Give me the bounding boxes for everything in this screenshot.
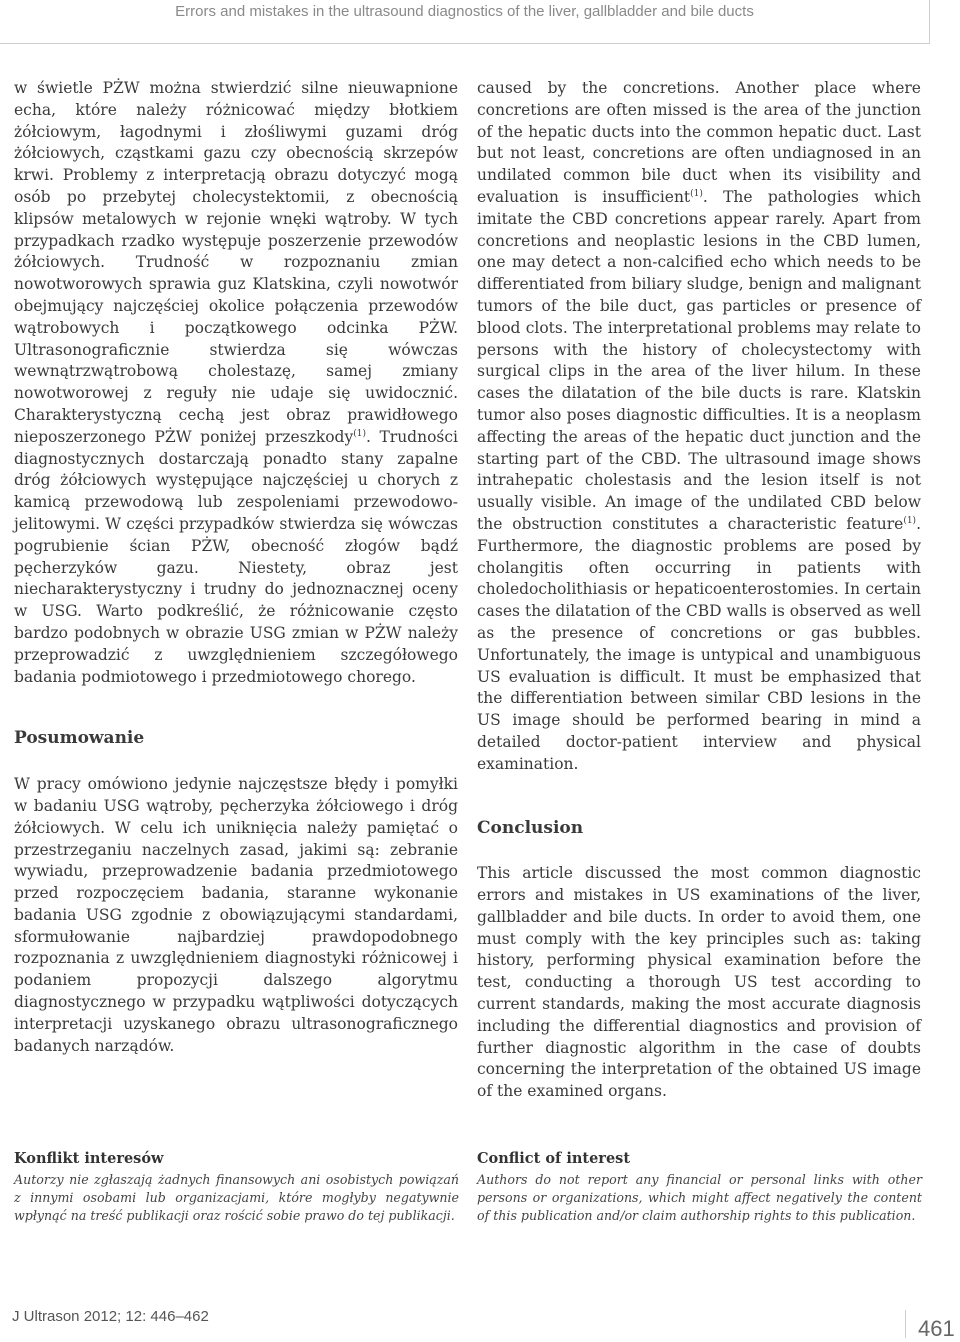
left-paragraph [14,78,458,688]
journal-reference: J Ultrason 2012; 12: 446–462 [12,1308,209,1325]
left-paragraph-text: w świetle PŻW można stwierdzić silne nieuwapnione echa, które należy różnicować między błotkiem żółciowym, łagodnymi i złośliwymi guzami dróg żółciowych, cząstkami gazu czy obecnością skrzepów krwi. Problemy z interpretacją obrazu dotyczyć mogą osób po przebytej cholecystektomii, z obecnością klipsów metalowych w rejonie wnęki wątroby. W tych przypadkach rzadko występuje poszerzenie przewodów żółciowych. Trudność w rozpoznaniu zmian nowotworowych sprawia guz Klatskina, czyli nowotwór obejmujący najczęściej okolice połączenia przewodów wątrobowych i początkowego odcinka PŻW. Ultrasonograficznie stwierdza się wówczas wewnątrzwątrobową cholestazę, samej zmiany nowotworowej z reguły nie udaje się uwidocznić. Charakterystyczną cechą jest obraz prawidłowego nieposzerzonego PŻW poniżej przeszkody [14,79,458,446]
right-column [477,78,921,1103]
citation-ref[interactable]: (1) [353,428,366,439]
conflict-en [477,1150,922,1225]
conflict-en-title: Conflict of interest [477,1150,631,1167]
conclusion-text: This article discussed the most common diagnostic errors and mistakes in US examinations of the liver, gallbladder and bile ducts. In order to avoid them, one must comply with the key principles such as: taking history, performing physical examination before the test, conducting a thorough US test according to current standards, making the most accurate diagnosis including the differential diagnostics and provision of further diagnostic algorithm in the case of doubts concerning the interpretation of the obtained US image of the examined organs. [477,864,921,1101]
conflict-pl [14,1150,459,1225]
conflict-en-text: Authors do not report any financial or personal links with other persons or organizations, which might affect negatively the content of this publication and/or claim authorship rights to this publication. [477,1172,922,1223]
conclusion-heading: Conclusion [477,817,584,838]
summary-text: W pracy omówiono jedynie najczęstsze błędy i pomyłki w badaniu USG wątroby, pęcherzyka żółciowego i dróg żółciowych. W celu ich uniknięcia należy pamiętać o przestrzeganiu naczelnych zasad, jakimi są: zebranie wywiadu, przeprowadzenie badania przedmiotowego przed rozpoczęciem badania, staranne wykonanie badania USG zgodnie z obowiązującymi standardami, sformułowanie najbardziej prawdopodobnego rozpoznania z uwzględnieniem diagnostyki różnicowej i podaniem propozycji dalszego algorytmu diagnostycznego w przypadku wątpliwości dotyczących interpretacji uzyskanego obrazu ultrasonograficznego badanych narządów. [14,775,458,1055]
left-paragraph-tail: . Trudności diagnostycznych dostarczają ponadto stany zapalne dróg żółciowych występujące najczęściej u chorych z kamicą przewodową lub zespoleniami przewodowo-jelitowymi. W części przypadków stwierdza się wówczas pogrubienie ścian PŻW, obecność złogów bądź pęcherzyków gazu. Niestety, obraz jest niecharakterystyczny i trudny do jednoznacznej oceny w USG. Warto podkreślić, że różnicowanie często bardzo podobnych w obrazie USG zmian w PŻW należy przeprowadzić z uwzględnieniem szczegółowego badania podmiotowego i przedmiotowego chorego. [14,427,458,686]
page-number: 461 [918,1316,955,1341]
summary-heading: Posumowanie [14,728,145,749]
right-paragraph-b: . The pathologies which imitate the CBD concretions appear rarely. Apart from concretions and neoplastic lesions in the CBD lumen, one may detect a non-calcified echo which needs to be differentiated from biliary sludge, benign and malignant tumors of the bile duct, gas particles or presence of blood clots. The interpretational problems may relate to persons with the history of cholecystectomy with surgical clips in the area of the liver hilum. In these cases the dilatation of the bile ducts is rare. Klatskin tumor also poses diagnostic difficulties. It is a neoplasm affecting the areas of the hepatic duct junction and the starting part of the CBD. The ultrasound image shows intrahepatic cholestasis and the lesion itself is not usually visible. An image of the undilated CBD below the obstruction constitutes a characteristic feature [477,187,921,533]
citation-ref[interactable]: (1) [903,515,917,526]
right-paragraph-c: . Furthermore, the diagnostic problems are posed by cholangitis often occurring in patients with choledocholithiasis or hepaticoenterostomies. In certain cases the dilatation of the CBD walls is observed as well as the presence of concretions or gas bubbles. Unfortunately, the image is untypical and unambiguous US evaluation is difficult. It must be emphasized that the differentiation between similar CBD lesions in the US image should be performed bearing in mind a detailed doctor-patient interview and physical examination. [477,514,921,773]
running-title: Errors and mistakes in the ultrasound diagnostics of the liver, gallbladder and bile ducts [175,3,754,20]
right-paragraph [477,78,921,776]
corner-divider [905,1310,906,1338]
citation-ref[interactable]: (1) [690,188,703,199]
conflict-pl-title: Konflikt interesów [14,1150,164,1167]
right-paragraph-a: caused by the concretions. Another place where concretions are often missed is the area of the junction of the hepatic ducts into the common hepatic duct. Last but not least, concretions are often undiagnosed in an undilated common bile duct when its visibility and evaluation is insufficient [477,79,921,206]
running-header [0,0,930,44]
left-column [14,78,458,1057]
conflict-pl-text: Autorzy nie zgłaszają żadnych finansowych ani osobistych powiązań z innymi osobami lub organizacjami, które mogłyby negatywnie wpłynąć na treść publikacji oraz rościć sobie prawo do tej publikacji. [14,1172,459,1223]
